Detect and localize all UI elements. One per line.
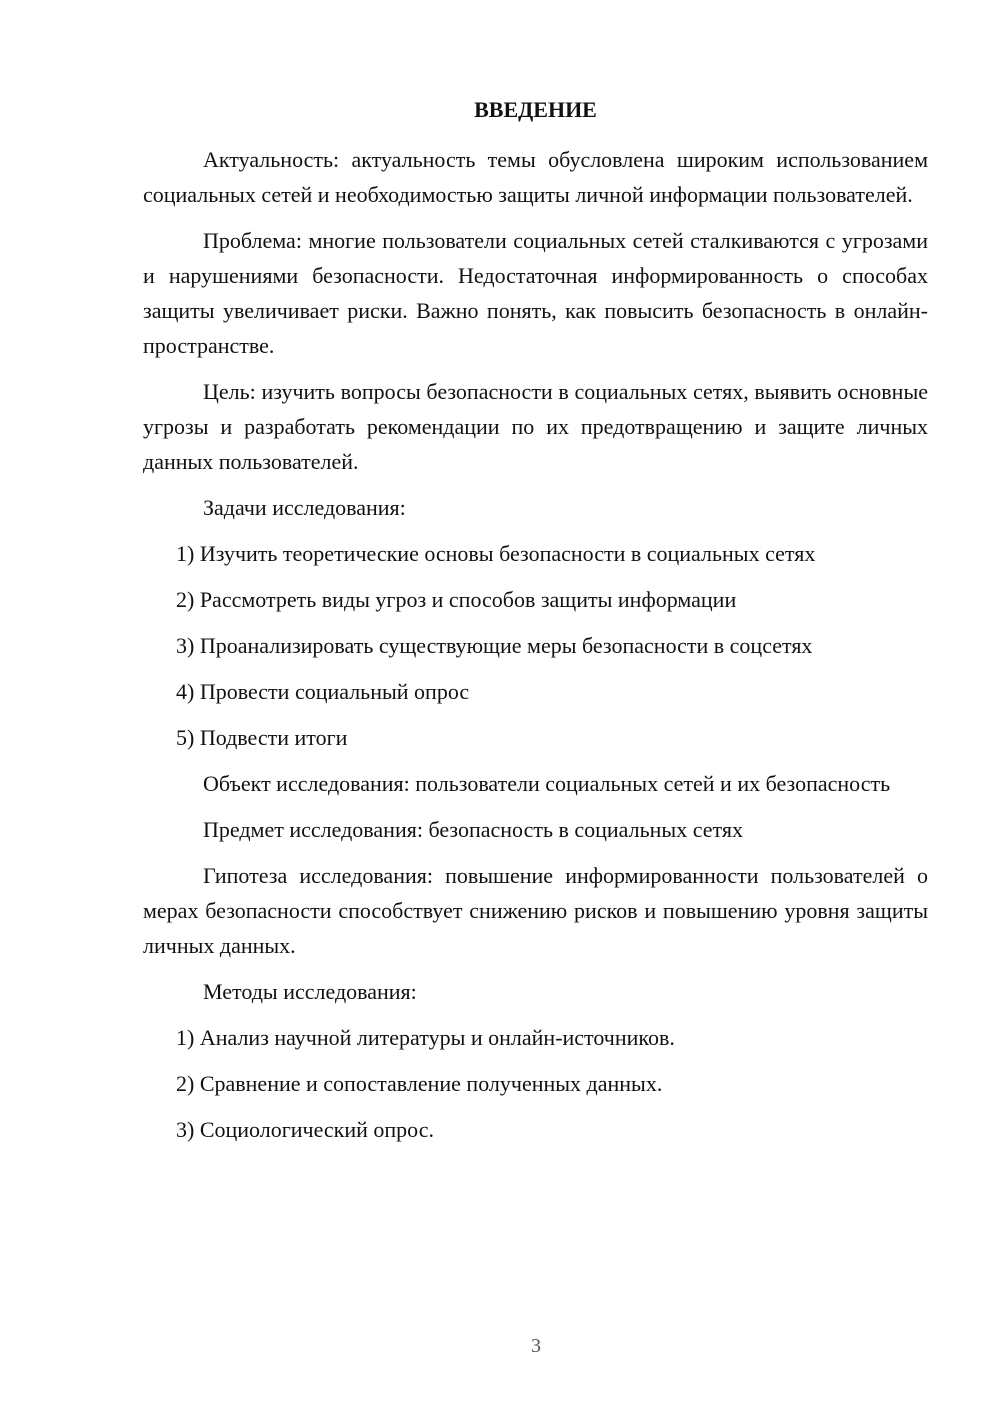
page-content [143,92,928,1158]
task-item: 5) Подвести итоги [176,725,348,750]
hypothesis-paragraph: Гипотеза исследования: повышение информированности пользователей о мерах безопасности способствует снижению рисков и повышению уровня защиты личных данных. [143,863,928,958]
goal-paragraph: Цель: изучить вопросы безопасности в социальных сетях, выявить основные угрозы и разработать рекомендации по их предотвращению и защите личных данных пользователей. [143,379,928,474]
task-item: 4) Провести социальный опрос [176,679,470,704]
task-item: 1) Изучить теоретические основы безопасности в социальных сетях [176,541,816,566]
tasks-heading: Задачи исследования: [203,495,406,520]
page-number: 3 [531,1335,541,1357]
subject-paragraph: Предмет исследования: безопасность в социальных сетях [203,817,743,842]
problem-paragraph: Проблема: многие пользователи социальных сетей сталкиваются с угрозами и нарушениями безопасности. Недостаточная информированность о способах защиты увеличивает риски. Важно понять, как повысить безопасность в онлайн-пространстве. [143,228,928,358]
task-item: 3) Проанализировать существующие меры безопасности в соцсетях [176,633,813,658]
method-item: 2) Сравнение и сопоставление полученных данных. [176,1071,663,1096]
object-paragraph: Объект исследования: пользователи социальных сетей и их безопасность [203,771,891,796]
method-item: 3) Социологический опрос. [176,1117,434,1142]
methods-heading: Методы исследования: [203,979,417,1004]
section-title: ВВЕДЕНИЕ [474,97,597,122]
method-item: 1) Анализ научной литературы и онлайн-источников. [176,1025,675,1050]
relevance-paragraph: Актуальность: актуальность темы обусловлена широким использованием социальных сетей и необходимостью защиты личной информации пользователей. [143,147,928,207]
task-item: 2) Рассмотреть виды угроз и способов защиты информации [176,587,737,612]
